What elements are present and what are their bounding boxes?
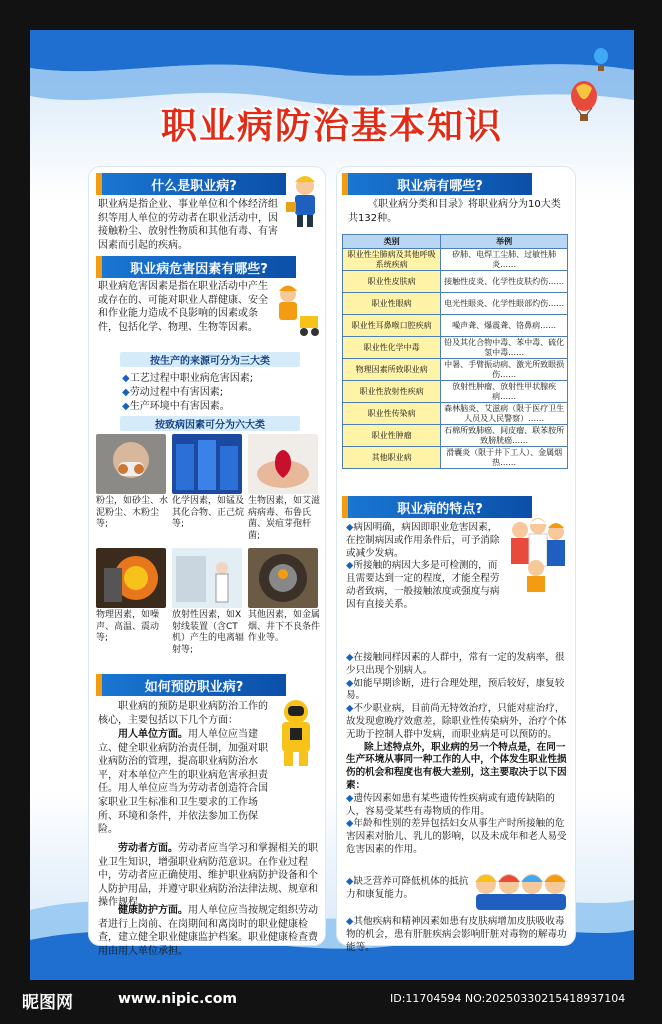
- prevention-header: 如何预防职业病?: [96, 674, 286, 696]
- six-category-caption: 放射性因素，如X射线装置（含CT机）产生的电离辐射等;: [172, 610, 245, 655]
- table-row: 职业性尘肺病及其他呼吸系统疾病 矽肺、电焊工尘肺、过敏性肺炎……: [343, 249, 568, 271]
- hazard-factors-header: 职业病危害因素有哪些?: [96, 256, 296, 278]
- what-is-header: 什么是职业病?: [96, 173, 286, 195]
- list-item: ◆如能早期诊断，进行合理处理，预后较好，康复较易。: [346, 677, 565, 702]
- hazmat-suit-icon: [270, 698, 322, 768]
- source-category-subheader: 按生产的来源可分为三大类: [120, 352, 300, 367]
- site-url: www.nipic.com: [118, 991, 237, 1007]
- disease-list-intro: 《职业病分类和目录》将职业病分为10大类共132种。: [348, 199, 561, 224]
- construction-worker-icon: [270, 282, 320, 338]
- image-id-text: ID:11704594 NO:20250330215418937104: [390, 992, 626, 1005]
- column-header: 类别: [343, 235, 441, 249]
- worker-aspect-text: 劳动者方面。劳动者应当学习和掌握相关的职业卫生知识，增强职业病防范意识。在作业过程中，劳动者应正确使用、维护职业病防护设备和个人防护用品，并遵守职业病防治法律法规、规章和操作规程。: [98, 843, 318, 909]
- characteristics-list-middle: [346, 652, 570, 857]
- table-row: 职业性眼病 电光性眼炎、化学性眼部灼伤……: [343, 293, 568, 315]
- table-row: 职业性皮肤病 接触性皮炎、化学性皮肤灼伤……: [343, 271, 568, 293]
- list-item: ◆劳动过程中有害因素;: [122, 387, 224, 398]
- list-item: ◆缺乏营养可降低机体的抵抗力和康复能力。: [346, 876, 469, 900]
- high-temperature-photo: [96, 548, 166, 608]
- table-row: 其他职业病 滑囊炎（限于井下工人）、金属烟热……: [343, 447, 568, 469]
- health-protection-text: 健康防护方面。用人单位应当按规定组织劳动者进行上岗前、在岗期间和离岗时的职业健康检查，建立健全职业健康监护档案。职业健康检查费用由用人单位承担。: [98, 905, 318, 957]
- pathogenic-category-subheader: 按致病因素可分为六大类: [120, 416, 300, 431]
- list-item: ◆在接触同样因素的人群中，常有一定的发病率，很少只出现个别病人。: [346, 652, 565, 676]
- poster: [30, 30, 634, 980]
- employer-aspect-text: 用人单位方面。用人单位应当建立、健全职业病防治责任制，加强对职业病防治的管理，提高职业病防治水平，对本单位产生的职业病危害承担责任。用人单位应当为劳动者创造符合国家职业卫生标准和卫生要求的工作场所、环境和条件，并依法参加工伤保险。: [98, 729, 268, 836]
- radiation-lab-photo: [172, 548, 242, 608]
- list-item: ◆不少职业病，目前尚无特效治疗，只能对症治疗，故发现愈晚疗效愈差，除职业性传染病外，治疗个体无助于控制人群中发病，而职业病是可以预防的。: [346, 703, 567, 740]
- table-row: 职业性耳鼻喉口腔疾病 噪声聋、爆震聋、铬鼻病……: [343, 315, 568, 337]
- list-item: ◆其他疾病和精神因素如患有皮肤病增加皮肤吸收毒物的机会，患有肝脏疾病会影响肝脏对毒物的解毒功能等。: [346, 916, 567, 953]
- characteristics-list-nutrition: [346, 876, 470, 902]
- table-row: 职业性肿瘤 石棉所致肺癌、间皮瘤、联苯胺所致膀胱癌……: [343, 425, 568, 447]
- table-row: 物理因素所致职业病 中暑、手臂振动病、激光所致眼损伤……: [343, 359, 568, 381]
- list-item: ◆遗传因素如患有某些遗传性疾病或有遗传缺陷的人，容易受某些有毒物质的作用。: [346, 792, 555, 817]
- list-item: ◆所接触的病因大多是可检测的，而且需要达到一定的程度，才能全程劳动者致病，一般接触浓度或强度与病因有直接关系。: [346, 560, 500, 610]
- six-category-caption: 生物因素，如艾滋病病毒、布鲁氏菌、炭疽芽孢杆菌;: [248, 496, 321, 541]
- column-header: 举例: [441, 235, 568, 249]
- source-category-list: [122, 372, 312, 414]
- worker-figure-icon: [286, 172, 324, 228]
- dust-worker-photo: [96, 434, 166, 494]
- six-category-caption: 其他因素，如金属烟、井下不良条件作业等。: [248, 610, 321, 643]
- disease-category-table: [342, 234, 568, 469]
- site-logo: 昵图网: [22, 993, 73, 1013]
- characteristics-header: 职业病的特点?: [342, 496, 532, 518]
- list-item: ◆病因明确，病因即职业危害因素，在控制病因或作用条件后，可予消除或减少发病。: [346, 522, 500, 559]
- list-item: ◆工艺过程中职业病危害因素;: [122, 373, 254, 384]
- disease-list-header: 职业病有哪些?: [342, 173, 532, 195]
- six-category-caption: 化学因素，如锰及其化合物、正己烷等;: [172, 496, 245, 529]
- workers-group-icon: [500, 516, 572, 592]
- characteristics-list-bottom: [346, 916, 570, 954]
- chemical-barrels-photo: [172, 434, 242, 494]
- helmet-workers-icon: [472, 862, 568, 912]
- six-category-caption: 粉尘，如砂尘、水泥粉尘、木粉尘等;: [96, 496, 169, 529]
- table-header-row: [343, 235, 568, 249]
- prevention-intro: 职业病的预防是职业病防治工作的核心，主要包括以下几个方面：: [98, 701, 268, 726]
- page-title: 职业病防治基本知识: [160, 106, 503, 147]
- list-item: 除上述特点外，职业病的另一个特点是，在同一生产环境从事同一种工作的人中，个体发生职业性损伤的机会和程度也有极大差别，这主要取决于以下因素：: [346, 741, 567, 791]
- list-item: ◆年龄和性别的差异包括妇女从事生产时所接触的危害因素对胎儿、乳儿的影响，以及未成年和老人易受危害因素的作用。: [346, 818, 567, 855]
- six-category-caption: 物理因素，如噪声、高温、震动等;: [96, 610, 160, 643]
- list-item: ◆生产环境中有害因素。: [122, 401, 230, 412]
- table-row: 职业性放射性疾病 放射性肿瘤、放射性甲状腺疾病……: [343, 381, 568, 403]
- what-is-text: 职业病是指企业、事业单位和个体经济组织等用人单位的劳动者在职业活动中，因接触粉尘、放射性物质和其他有毒、有害因素而引起的疾病。: [98, 199, 278, 251]
- underground-work-photo: [248, 548, 318, 608]
- table-row: 职业性传染病 森林脑炎、艾滋病（限于医疗卫生人员及人民警察）……: [343, 403, 568, 425]
- table-row: 职业性化学中毒 铅及其化合物中毒、苯中毒、硫化氢中毒……: [343, 337, 568, 359]
- characteristics-list-top: [346, 522, 502, 612]
- small-balloon-icon: [592, 48, 610, 72]
- hazard-factors-text: 职业病危害因素是指在职业活动中产生或存在的、可能对职业人群健康、安全和作业能力造成不良影响的因素或条件，包括化学、物理、生物等因素。: [98, 281, 268, 333]
- biological-hands-photo: [248, 434, 318, 494]
